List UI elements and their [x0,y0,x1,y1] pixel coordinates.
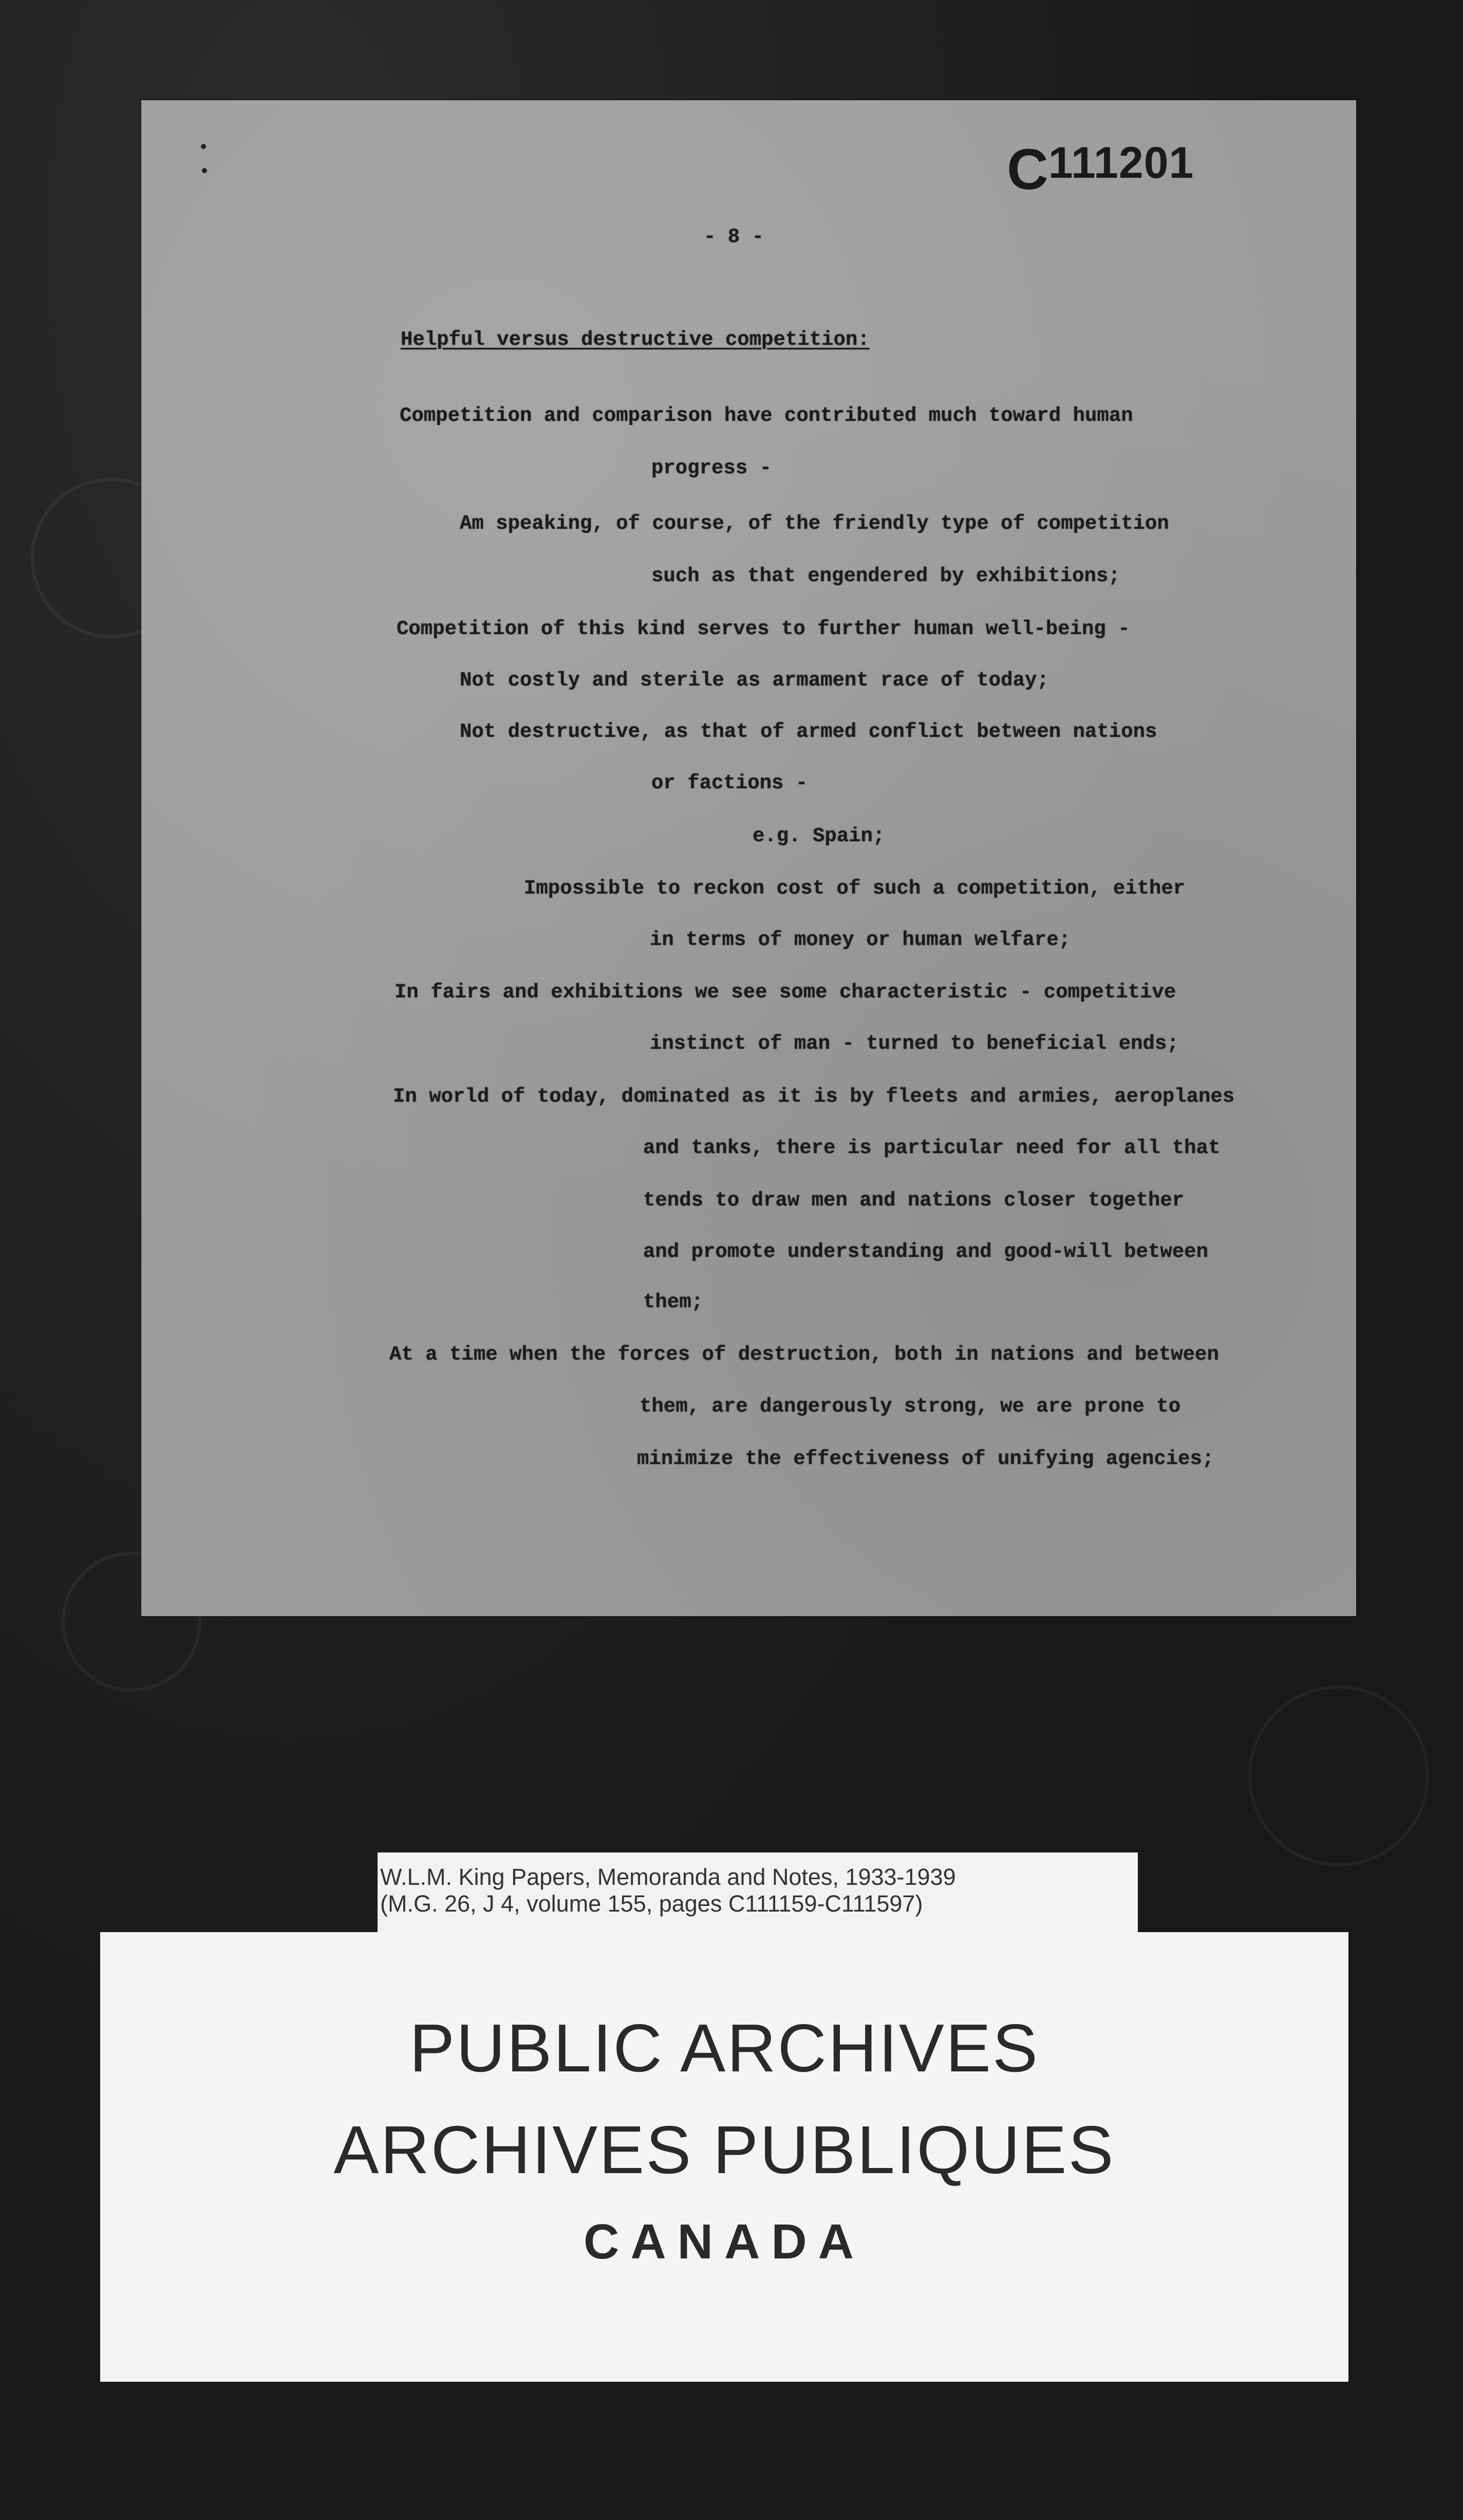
text-line: minimize the effectiveness of unifying agencies; [637,1448,1214,1470]
text-line: Am speaking, of course, of the friendly type of competition [460,512,1169,535]
reference-slip [378,1852,1138,1934]
text-line: in terms of money or human welfare; [650,929,1071,951]
text-line: Competition and comparison have contributed much toward human [400,404,1133,427]
document-stamp [1007,136,1194,202]
reference-line-2: (M.G. 26, J 4, volume 155, pages C111159-C111597) [380,1891,923,1917]
section-heading: Helpful versus destructive competition: [401,328,870,351]
archives-country: CANADA [584,2214,865,2269]
archives-card [100,1932,1348,2382]
reference-line-1: W.L.M. King Papers, Memoranda and Notes, 1933-1939 [380,1864,956,1890]
typed-page [141,100,1356,1616]
text-line: Not costly and sterile as armament race of today; [460,669,1049,692]
text-line: In fairs and exhibitions we see some characteristic - competitive [395,981,1176,1004]
text-line: Competition of this kind serves to further human well-being - [397,618,1130,640]
page-number: - 8 - [704,226,764,248]
punch-mark [202,168,207,173]
text-line: and promote understanding and good-will between [643,1240,1208,1263]
text-line: e.g. Spain; [753,825,885,847]
text-line: tends to draw men and nations closer together [643,1189,1185,1212]
text-line: such as that engendered by exhibitions; [651,565,1120,587]
text-line: them, are dangerously strong, we are prone to [640,1395,1181,1418]
stamp-number: 111201 [1048,138,1194,188]
archives-title-en: PUBLIC ARCHIVES [409,2010,1040,2086]
text-line: them; [643,1291,704,1313]
punch-mark [201,144,206,149]
text-line: Impossible to reckon cost of such a competition, either [524,877,1186,900]
stamp-prefix: C [1007,137,1048,201]
film-artifact-ring [1248,1685,1429,1866]
text-line: At a time when the forces of destruction, both in nations and between [389,1343,1219,1366]
text-line: Not destructive, as that of armed conflict between nations [460,720,1157,743]
text-line: In world of today, dominated as it is by fleets and armies, aeroplanes [393,1085,1235,1108]
text-line: progress - [651,457,772,479]
text-line: or factions - [651,772,808,794]
archives-title-fr: ARCHIVES PUBLIQUES [333,2112,1115,2188]
text-line: and tanks, there is particular need for all that [643,1137,1221,1159]
text-line: instinct of man - turned to beneficial ends; [650,1032,1179,1055]
